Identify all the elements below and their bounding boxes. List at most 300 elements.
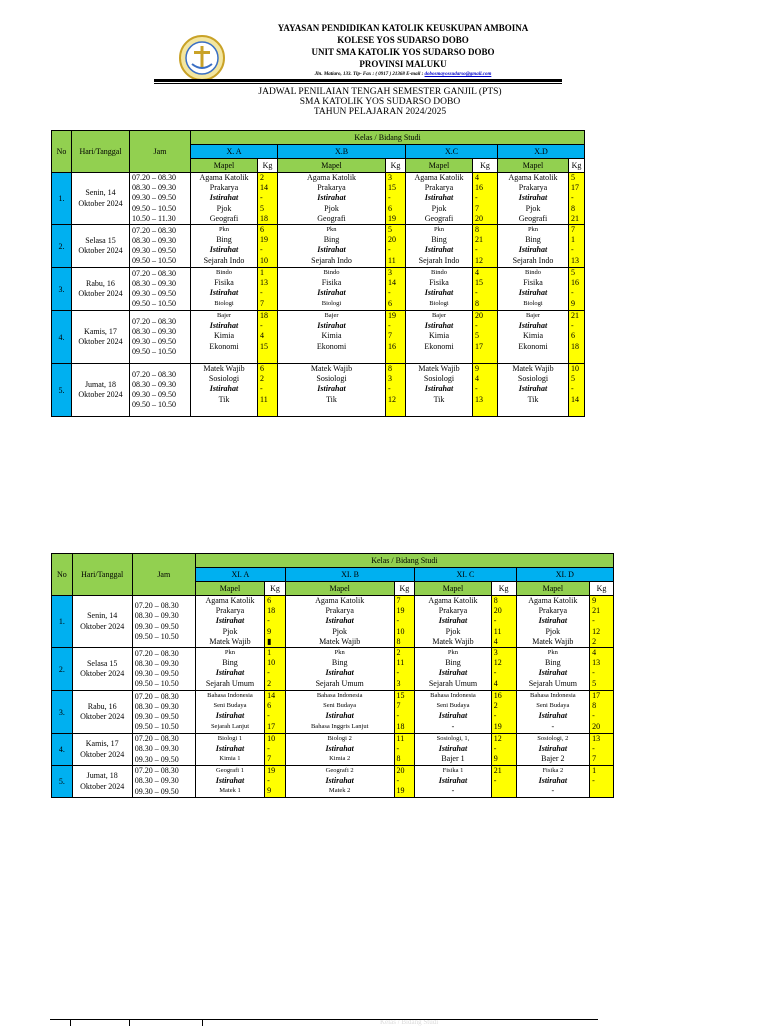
subject-name: Bajer 1 bbox=[441, 754, 465, 764]
day-date-line: Oktober 2024 bbox=[80, 781, 125, 791]
teacher-code: - bbox=[267, 744, 270, 754]
teacher-code: 4 bbox=[493, 636, 498, 646]
header-kelas: Kelas / Bidang Studi bbox=[195, 554, 613, 568]
teacher-code: 4 bbox=[592, 648, 597, 658]
teacher-code: 19 bbox=[260, 235, 268, 245]
teacher-code: - bbox=[493, 668, 497, 678]
break-label: Istirahat bbox=[518, 193, 548, 203]
teacher-code: 8 bbox=[388, 364, 392, 374]
time-slot: 07.20 – 08.30 bbox=[132, 369, 176, 379]
subject-name: Biologi bbox=[214, 299, 234, 307]
teacher-code-cell bbox=[590, 596, 614, 648]
header-no: No bbox=[52, 131, 72, 173]
subject-name: Biologi bbox=[429, 299, 449, 307]
teacher-code: 6 bbox=[260, 364, 264, 374]
day-date-line: Oktober 2024 bbox=[80, 712, 125, 722]
time-slot: 10.50 – 11.30 bbox=[132, 213, 176, 223]
teacher-code: 5 bbox=[571, 173, 575, 182]
subject-name: Kimia 1 bbox=[219, 755, 241, 763]
teacher-code: - bbox=[475, 193, 478, 203]
subject-name: Ekonomi bbox=[424, 341, 454, 351]
header-no: No bbox=[52, 554, 73, 596]
teacher-code-cell bbox=[473, 268, 498, 311]
subject-name: Pjok bbox=[222, 626, 238, 636]
teacher-code: 15 bbox=[475, 278, 483, 288]
subject-cell bbox=[191, 364, 258, 417]
teacher-code: 4 bbox=[475, 268, 479, 278]
title-line-1: JADWAL PENILAIAN TENGAH SEMESTER GANJIL (PTS) bbox=[258, 87, 502, 97]
day-date-cell bbox=[72, 364, 130, 417]
time-slot: 08.30 – 09.30 bbox=[132, 326, 176, 336]
subject-name: Geografi bbox=[209, 213, 239, 223]
break-label: Istirahat bbox=[209, 193, 239, 203]
break-label: Istirahat bbox=[215, 776, 245, 786]
teacher-code: 21 bbox=[571, 213, 579, 223]
subject-name: Ekonomi bbox=[518, 341, 548, 351]
subject-name: Bindo bbox=[525, 269, 541, 277]
teacher-code-cell bbox=[569, 173, 585, 225]
teacher-code-cell bbox=[265, 648, 286, 691]
teacher-code: - bbox=[388, 384, 391, 394]
time-slot: 08.30 – 09.30 bbox=[132, 379, 176, 389]
subject-name: Pkn bbox=[218, 226, 230, 234]
subject-name: Sejarah Indo bbox=[203, 255, 245, 265]
subject-name: Matek 2 bbox=[328, 787, 351, 795]
teacher-code: 7 bbox=[267, 754, 272, 764]
kg-header: Kg bbox=[590, 582, 614, 596]
teacher-code: - bbox=[388, 321, 391, 331]
kg-header: Kg bbox=[386, 159, 406, 173]
day-date-line: Senin, 14 bbox=[85, 188, 116, 198]
subject-name: Matek Wajib bbox=[310, 364, 353, 374]
subject-name: Geografi bbox=[317, 213, 346, 223]
teacher-code: 9 bbox=[267, 626, 272, 636]
subject-name: Fisika 1 bbox=[442, 767, 464, 775]
teacher-code: 2 bbox=[396, 648, 401, 658]
teacher-code-cell bbox=[491, 734, 516, 766]
time-slot: 08.30 – 09.30 bbox=[134, 776, 179, 786]
subject-name: Bing bbox=[445, 658, 461, 668]
day-date-cell bbox=[72, 173, 130, 225]
teacher-code-cell bbox=[394, 734, 415, 766]
subject-name: Fisika bbox=[523, 278, 543, 288]
time-slot: 07.20 – 08.30 bbox=[132, 268, 176, 278]
teacher-code: 9 bbox=[571, 298, 575, 308]
subject-name: Agama Katolik bbox=[414, 173, 464, 182]
day-row bbox=[52, 364, 585, 417]
teacher-code-cell bbox=[590, 648, 614, 691]
teacher-code: - bbox=[396, 668, 400, 678]
subject-name: Sosiologi bbox=[517, 374, 549, 384]
teacher-code-cell bbox=[258, 364, 278, 417]
subject-name: Prakarya bbox=[317, 183, 346, 193]
subject-name: Kimia bbox=[523, 331, 543, 341]
day-date-cell bbox=[72, 766, 132, 798]
time-slots-cell bbox=[130, 268, 191, 311]
break-label: Istirahat bbox=[215, 744, 245, 754]
teacher-code: 19 bbox=[493, 721, 502, 731]
teacher-code: 2 bbox=[592, 636, 597, 646]
time-slot: 08.30 – 09.30 bbox=[132, 183, 176, 193]
subject-name: Agama Katolik bbox=[205, 596, 255, 605]
teacher-code: 21 bbox=[592, 606, 601, 616]
teacher-code: - bbox=[267, 776, 270, 786]
subject-name: Pjok bbox=[332, 626, 347, 636]
row-number: 3. bbox=[52, 691, 73, 734]
teacher-code: - bbox=[592, 711, 595, 721]
teacher-code: 16 bbox=[388, 341, 396, 351]
subject-name: Tik bbox=[433, 394, 445, 404]
day-date-line: Rabu, 16 bbox=[86, 278, 115, 288]
teacher-code: 1 bbox=[571, 235, 575, 245]
row-number: 3. bbox=[52, 268, 72, 311]
subject-cell bbox=[278, 311, 386, 364]
letterhead bbox=[150, 22, 566, 84]
row-number: 1. bbox=[52, 173, 72, 225]
teacher-code: 5 bbox=[475, 331, 479, 341]
time-slot: 08.30 – 09.30 bbox=[134, 744, 179, 754]
subject-name: Bajer bbox=[324, 312, 339, 320]
teacher-code: - bbox=[260, 193, 263, 203]
teacher-code: 5 bbox=[571, 268, 575, 278]
teacher-code: 3 bbox=[396, 678, 401, 688]
time-slots-cell bbox=[130, 225, 191, 268]
teacher-code-cell bbox=[590, 691, 614, 734]
letterhead-rule bbox=[154, 79, 562, 82]
time-slot: 09.50 – 10.50 bbox=[134, 631, 179, 641]
subject-name: Bing bbox=[431, 235, 447, 245]
province-name: PROVINSI MALUKU bbox=[359, 59, 447, 69]
time-slots-cell bbox=[130, 311, 191, 364]
break-label: Istirahat bbox=[325, 744, 354, 754]
day-date-line: Kamis, 17 bbox=[84, 326, 117, 336]
teacher-code: - bbox=[267, 711, 270, 721]
teacher-code: 11 bbox=[260, 394, 268, 404]
teacher-code: 13 bbox=[475, 394, 483, 404]
mapel-header: Mapel bbox=[406, 159, 473, 173]
teacher-code: - bbox=[475, 384, 478, 394]
subject-cell bbox=[415, 648, 492, 691]
teacher-code: 14 bbox=[571, 394, 579, 404]
email-link[interactable]: dobosmayossudarso@gmail.com bbox=[424, 72, 492, 77]
subject-name: Pkn bbox=[334, 649, 345, 657]
teacher-code-cell bbox=[258, 225, 278, 268]
teacher-code: - bbox=[260, 288, 263, 298]
mapel-header: Mapel bbox=[415, 582, 492, 596]
subject-cell bbox=[415, 734, 492, 766]
school-name: UNIT SMA KATOLIK YOS SUDARSO DOBO bbox=[311, 47, 495, 57]
teacher-code: 7 bbox=[475, 203, 479, 213]
subject-name: Bing bbox=[525, 235, 541, 245]
teacher-code: 10 bbox=[267, 734, 276, 744]
subject-name: - bbox=[451, 721, 455, 731]
teacher-code: 12 bbox=[592, 626, 601, 636]
subject-name: Pkn bbox=[224, 649, 236, 657]
teacher-code: - bbox=[475, 321, 478, 331]
subject-cell bbox=[285, 596, 394, 648]
teacher-code: - bbox=[260, 245, 263, 255]
break-label: Istirahat bbox=[215, 711, 245, 721]
subject-name: Pjok bbox=[445, 626, 461, 636]
teacher-code-cell bbox=[394, 648, 415, 691]
subject-cell bbox=[498, 364, 569, 417]
teacher-code: 7 bbox=[396, 596, 401, 605]
teacher-code: 15 bbox=[388, 183, 396, 193]
subject-name: Bindo bbox=[431, 269, 447, 277]
break-label: Istirahat bbox=[518, 288, 548, 298]
day-date-line: Senin, 14 bbox=[87, 611, 118, 621]
subject-cell bbox=[498, 225, 569, 268]
day-row bbox=[52, 173, 585, 225]
subject-cell bbox=[278, 364, 386, 417]
teacher-code: 8 bbox=[396, 754, 401, 764]
subject-name: Pjok bbox=[545, 626, 561, 636]
teacher-code-cell bbox=[491, 691, 516, 734]
break-label: Istirahat bbox=[424, 288, 454, 298]
subject-name: Pkn bbox=[447, 649, 459, 657]
time-slot: 07.20 – 08.30 bbox=[132, 316, 176, 326]
day-date-line: Selasa 15 bbox=[85, 235, 116, 245]
teacher-code: 11 bbox=[388, 255, 396, 265]
subject-name: Agama Katolik bbox=[508, 173, 558, 182]
teacher-code: - bbox=[493, 744, 497, 754]
break-label: Istirahat bbox=[518, 384, 548, 394]
teacher-code: 4 bbox=[493, 678, 498, 688]
subject-name: Tik bbox=[527, 394, 539, 404]
header-jam: Jam bbox=[132, 554, 195, 596]
subject-name: Sosiologi bbox=[316, 374, 347, 384]
subject-cell bbox=[285, 734, 394, 766]
teacher-code: 8 bbox=[475, 298, 479, 308]
teacher-code-cell bbox=[394, 766, 415, 798]
subject-name: Sejarah Indo bbox=[311, 255, 352, 265]
break-label: Istirahat bbox=[424, 321, 454, 331]
subject-name: Sejarah Umum bbox=[428, 678, 478, 688]
subject-cell bbox=[516, 691, 589, 734]
table3-kelas-header: Kelas / Bidang Studi bbox=[380, 1018, 439, 1026]
break-label: Istirahat bbox=[538, 668, 568, 678]
day-row bbox=[52, 225, 585, 268]
subject-name: Agama Katolik bbox=[528, 596, 578, 605]
subject-cell bbox=[191, 311, 258, 364]
break-label: Istirahat bbox=[424, 384, 454, 394]
teacher-code-cell bbox=[473, 173, 498, 225]
teacher-code: 8 bbox=[571, 203, 575, 213]
teacher-code: 4 bbox=[475, 374, 479, 384]
teacher-code-cell bbox=[590, 734, 614, 766]
teacher-code: 6 bbox=[267, 596, 272, 605]
teacher-code: 13 bbox=[592, 658, 601, 668]
subject-cell bbox=[498, 268, 569, 311]
time-slots-cell bbox=[132, 596, 195, 648]
subject-name: Pjok bbox=[431, 203, 447, 213]
teacher-code: - bbox=[493, 711, 497, 721]
subject-name: Sejarah Umum bbox=[205, 678, 255, 688]
teacher-code: 16 bbox=[475, 183, 483, 193]
break-label: Istirahat bbox=[438, 616, 468, 626]
schedule-table-xi bbox=[51, 553, 614, 798]
subject-name: Seni Budaya bbox=[436, 702, 470, 710]
time-slots-cell bbox=[132, 766, 195, 798]
teacher-code: 1 bbox=[592, 766, 597, 776]
header-hari-tanggal: Hari/Tanggal bbox=[72, 554, 132, 596]
teacher-code: 17 bbox=[267, 721, 276, 731]
subject-name: Agama Katolik bbox=[315, 596, 365, 605]
teacher-code: 19 bbox=[388, 311, 396, 321]
teacher-code: 5 bbox=[388, 225, 392, 235]
teacher-code-cell bbox=[473, 225, 498, 268]
subject-name: Tik bbox=[218, 394, 230, 404]
teacher-code: - bbox=[396, 776, 400, 786]
teacher-code: 8 bbox=[475, 225, 479, 235]
header-kelas: Kelas / Bidang Studi bbox=[191, 131, 585, 145]
subject-cell bbox=[406, 268, 473, 311]
break-label: Istirahat bbox=[325, 616, 354, 626]
subject-name: Bahasa Indonesia bbox=[430, 692, 476, 700]
subject-name: - bbox=[551, 721, 555, 731]
teacher-code: 19 bbox=[396, 606, 405, 616]
break-label: Istirahat bbox=[438, 744, 468, 754]
subject-name: Geografi bbox=[518, 213, 548, 223]
subject-name: Bing bbox=[216, 235, 232, 245]
teacher-code: ▮ bbox=[267, 636, 272, 646]
teacher-code-cell bbox=[394, 596, 415, 648]
subject-name: Prakarya bbox=[518, 183, 548, 193]
teacher-code: - bbox=[267, 616, 270, 626]
kg-header: Kg bbox=[265, 582, 286, 596]
subject-name: Pjok bbox=[324, 203, 339, 213]
teacher-code-cell bbox=[473, 311, 498, 364]
teacher-code-cell bbox=[569, 268, 585, 311]
header-hari-tanggal: Hari/Tanggal bbox=[72, 131, 130, 173]
teacher-code: - bbox=[571, 245, 574, 255]
teacher-code: 18 bbox=[260, 213, 268, 223]
day-row bbox=[52, 268, 585, 311]
teacher-code: 6 bbox=[571, 331, 575, 341]
teacher-code-cell bbox=[386, 364, 406, 417]
subject-cell bbox=[195, 648, 264, 691]
teacher-code: 12 bbox=[493, 734, 502, 744]
teacher-code: 13 bbox=[260, 278, 268, 288]
teacher-code: - bbox=[388, 245, 391, 255]
teacher-code: 2 bbox=[260, 374, 264, 384]
time-slot: 07.20 – 08.30 bbox=[132, 173, 176, 182]
time-slots-cell bbox=[132, 648, 195, 691]
break-label: Istirahat bbox=[538, 744, 568, 754]
subject-cell bbox=[516, 648, 589, 691]
subject-cell bbox=[195, 596, 264, 648]
row-number: 4. bbox=[52, 734, 73, 766]
subject-cell bbox=[278, 225, 386, 268]
teacher-code-cell bbox=[386, 268, 406, 311]
teacher-code: 14 bbox=[260, 183, 268, 193]
teacher-code: 5 bbox=[260, 203, 264, 213]
class-header: XI. B bbox=[285, 568, 414, 582]
teacher-code-cell bbox=[265, 691, 286, 734]
day-date-line: Oktober 2024 bbox=[80, 669, 125, 679]
subject-name: Geografi 2 bbox=[325, 767, 354, 775]
subject-name: Bing bbox=[222, 658, 238, 668]
subject-name: Bahasa Indonesia bbox=[316, 692, 363, 700]
teacher-code: 16 bbox=[571, 278, 579, 288]
day-row bbox=[52, 734, 614, 766]
time-slot: 08.30 – 09.30 bbox=[134, 658, 179, 668]
subject-name: Sejarah Indo bbox=[512, 255, 554, 265]
time-slot: 09.30 – 09.50 bbox=[132, 390, 176, 400]
teacher-code: 6 bbox=[260, 225, 264, 235]
teacher-code: 20 bbox=[475, 311, 483, 321]
break-label: Istirahat bbox=[209, 321, 239, 331]
subject-cell bbox=[498, 311, 569, 364]
time-slot: 09.30 – 09.50 bbox=[134, 786, 179, 796]
class-header: X. A bbox=[191, 145, 278, 159]
subject-name: Sosiologi bbox=[208, 374, 240, 384]
teacher-code: - bbox=[388, 288, 391, 298]
teacher-code: - bbox=[396, 744, 400, 754]
subject-name: Tik bbox=[326, 394, 337, 404]
time-slot: 07.20 – 08.30 bbox=[134, 691, 179, 701]
class-header: X.D bbox=[498, 145, 585, 159]
subject-cell bbox=[406, 311, 473, 364]
subject-name: - bbox=[451, 786, 455, 796]
teacher-code: 13 bbox=[571, 255, 579, 265]
teacher-code-cell bbox=[590, 766, 614, 798]
break-label: Istirahat bbox=[215, 668, 245, 678]
teacher-code: 8 bbox=[396, 636, 401, 646]
teacher-code: 6 bbox=[267, 701, 272, 711]
teacher-code: 3 bbox=[388, 173, 392, 182]
schedule-table-x bbox=[51, 130, 585, 417]
teacher-code: - bbox=[571, 384, 574, 394]
subject-name: Kimia 2 bbox=[329, 755, 351, 763]
teacher-code-cell bbox=[394, 691, 415, 734]
teacher-code: 16 bbox=[493, 691, 502, 701]
subject-name: Fisika bbox=[429, 278, 449, 288]
time-slot: 08.30 – 09.30 bbox=[132, 235, 176, 245]
teacher-code: - bbox=[571, 193, 574, 203]
teacher-code: - bbox=[592, 616, 595, 626]
day-date-line: Oktober 2024 bbox=[78, 198, 123, 208]
subject-name: Prakarya bbox=[215, 606, 245, 616]
time-slot: 09.50 – 10.50 bbox=[134, 679, 179, 689]
kg-header: Kg bbox=[473, 159, 498, 173]
row-number: 1. bbox=[52, 596, 73, 648]
day-date-cell bbox=[72, 691, 132, 734]
class-header: XI. D bbox=[516, 568, 613, 582]
teacher-code: 17 bbox=[475, 341, 483, 351]
time-slots-cell bbox=[132, 734, 195, 766]
break-label: Istirahat bbox=[317, 384, 346, 394]
teacher-code-cell bbox=[386, 173, 406, 225]
college-name: KOLESE YOS SUDARSO DOBO bbox=[337, 35, 469, 45]
day-date-cell bbox=[72, 596, 132, 648]
subject-cell bbox=[516, 766, 589, 798]
teacher-code: 20 bbox=[475, 213, 483, 223]
teacher-code: 9 bbox=[592, 596, 597, 605]
time-slot: 09.30 – 09.50 bbox=[132, 246, 176, 256]
teacher-code: 19 bbox=[388, 213, 396, 223]
teacher-code: 7 bbox=[388, 331, 392, 341]
teacher-code: 12 bbox=[493, 658, 502, 668]
break-label: Istirahat bbox=[325, 711, 354, 721]
break-label: Istirahat bbox=[317, 245, 346, 255]
subject-cell bbox=[195, 766, 264, 798]
subject-name: - bbox=[551, 786, 555, 796]
teacher-code: 11 bbox=[396, 734, 405, 744]
subject-name: Ekonomi bbox=[209, 341, 239, 351]
subject-name: Sosiologi, 2 bbox=[537, 735, 569, 743]
subject-cell bbox=[406, 364, 473, 417]
